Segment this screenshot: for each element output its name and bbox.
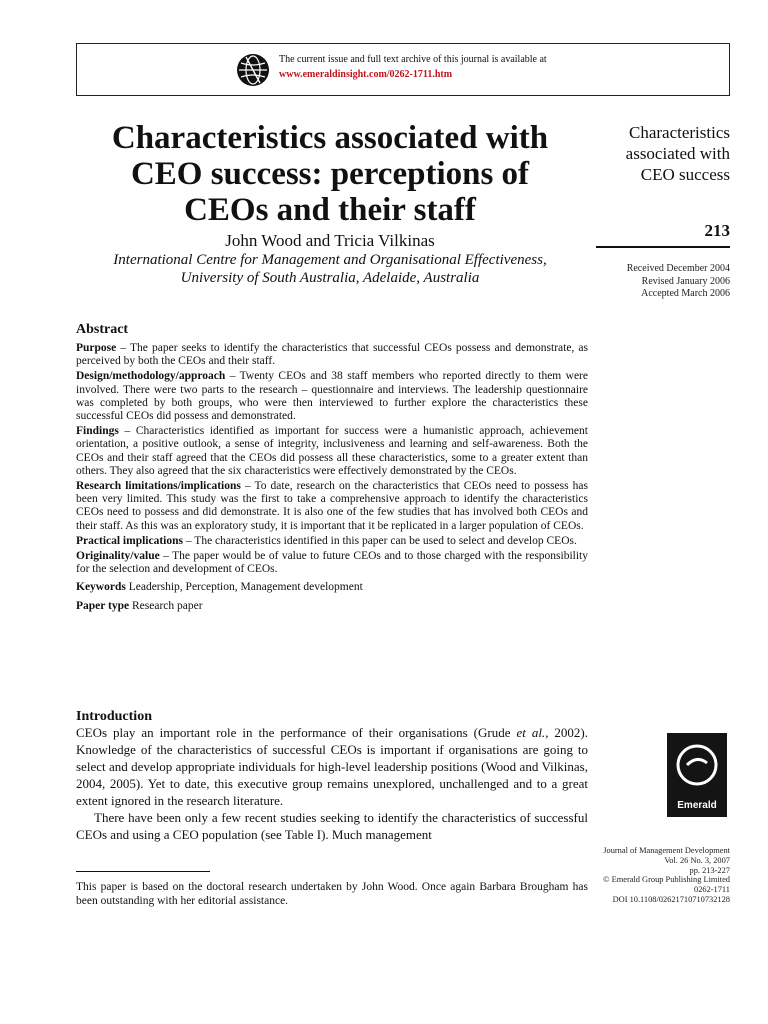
abstract-paper-type [76,600,588,613]
introduction-body [76,724,588,843]
abstract-originality [76,550,588,576]
intro-paragraph [76,724,588,809]
notice-text: The current issue and full text archive of this journal is available at [279,54,547,65]
abstract-text: Research paper [129,599,203,612]
accepted-date: Accepted March 2006 [641,288,730,299]
abstract-label: Research limitations/implications [76,480,241,493]
footnote-rule [76,871,210,872]
abstract-practical [76,535,588,548]
abstract-limitations [76,480,588,533]
journal-name: Journal of Management Development [603,846,730,855]
introduction-heading: Introduction [76,709,152,724]
abstract-label: Paper type [76,599,130,612]
abstract-label: Findings [76,425,119,438]
affiliation-line: University of South Australia, Adelaide, Australia [180,270,480,286]
title-line: CEO success: perceptions of [130,156,530,192]
journal-url-link[interactable]: www.emeraldinsight.com/0262-1711.htm [279,69,453,80]
running-head-line: associated with [625,144,730,163]
journal-info [590,846,730,905]
received-date: Received December 2004 [626,263,730,274]
abstract-text: – The paper would be of value to future CEOs and to those charged with the responsibility for the selection and development of CEOs. [76,550,588,576]
journal-copyright: © Emerald Group Publishing Limited [603,875,730,885]
publisher-name: Emerald [677,800,717,811]
title-line: CEOs and their staff [184,192,476,228]
abstract-body [76,342,588,615]
abstract-text: – Twenty CEOs and 38 staff members who reported directly to them were involved. There were two parts to the research – questionnaire and interviews. The leadership questionnaire was completed by both groups, who were then interviewed to further explore the characteristics these successful CEOs did possess and demonstrated. [76,370,588,423]
abstract-text: – The characteristics identified in this paper can be used to select and develop CEOs. [183,534,577,547]
affiliation-line: International Centre for Management and Organisational Effectiveness, [113,252,547,268]
submission-dates [590,263,730,301]
footnote: This paper is based on the doctoral research undertaken by John Wood. Once again Barbara Brougham has been outstanding with her editorial assistance. [76,881,588,907]
abstract-label: Originality/value [76,550,160,563]
abstract-purpose [76,342,588,368]
journal-volume: Vol. 26 No. 3, 2007 [664,855,730,865]
title-line: Characteristics associated with [111,120,549,156]
margin-rule [596,246,730,248]
abstract-label: Keywords [76,581,126,594]
journal-doi: DOI 10.1108/02621710710732128 [612,894,730,904]
journal-access-notice [76,43,730,96]
intro-text: , 2002). Knowledge of the characteristics of successful CEOs is important if organisations are going to select and develop appropriate individuals for high-level leadership positions (Wood and Vilkinas, 2004, 2005). Yet to date, this executive group remains unexplored, unchallenged and to a great extent ignored in the research literature. [76,725,588,808]
intro-text: CEOs play an important role in the performance of their organisations (Grude [76,725,517,740]
abstract-design [76,370,588,423]
intro-citation-etal: et al. [516,725,546,740]
running-head [590,122,730,185]
emerald-logo [667,733,727,817]
author-affiliation [76,251,584,287]
abstract-label: Purpose [76,342,117,354]
abstract-text: – Characteristics identified as important for success were a humanistic approach, achievement orientation, a positive outlook, a sense of integrity, inclusiveness and learning and self-awareness. Both the CEOs and their staff agreed that the CEOs did possess all these characteristics, some to a greater extent than others. They also agreed that the six characteristics were effectively demonstrated by the CEOs. [76,425,588,477]
abstract-text: – To date, research on the characteristics that CEOs need to possess has been very limited. This study was the first to take a comprehensive approach to identify the characteristics CEOs need to possess and did demonstrate. It is also one of the few studies that has involved both CEOs and their staff. As this was an exploratory study, it is important that it be replicated in a larger population of CEOs. [76,480,588,532]
abstract-text: – The paper seeks to identify the characteristics that successful CEOs possess and demonstrate, as perceived by both the CEOs and their staff. [76,342,588,368]
abstract-text: Leadership, Perception, Management development [125,581,363,594]
page-number: 213 [704,221,730,240]
paper-title [76,120,584,228]
abstract-label: Design/methodology/approach [76,370,226,383]
globe-icon [236,53,270,87]
journal-pages: pp. 213-227 [689,865,730,875]
abstract-label: Practical implications [76,534,183,547]
journal-issn: 0262-1711 [694,885,730,895]
abstract-keywords [76,581,588,594]
abstract-heading: Abstract [76,322,129,337]
intro-paragraph: There have been only a few recent studies seeking to identify the characteristics of successful CEOs and using a CEO population (see Table I). Much management [76,810,588,842]
running-head-line: Characteristics [628,123,730,142]
paper-authors: John Wood and Tricia Vilkinas [225,231,435,250]
running-head-line: CEO success [640,165,730,184]
revised-date: Revised January 2006 [641,275,730,287]
abstract-findings [76,425,588,478]
